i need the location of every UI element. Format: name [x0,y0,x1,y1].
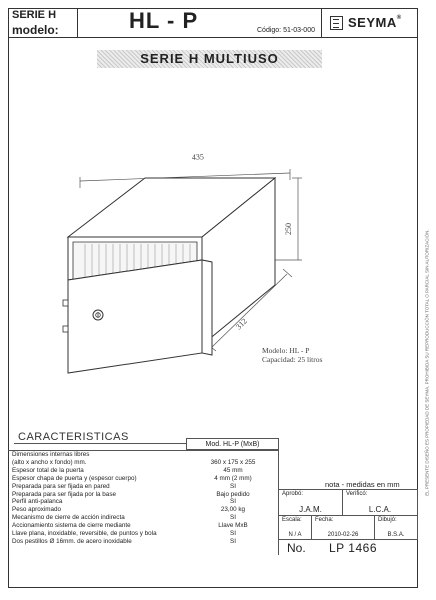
row-value: 4 mm (2 mm) [214,474,252,482]
drawn-cell [375,516,418,540]
table-row [12,475,277,483]
title-divider [14,443,186,444]
row-label: Preparada para ser fijada por la base [12,490,116,498]
row-label: Preparada para ser fijada en pared [12,482,110,490]
registered-mark: ® [396,15,402,21]
scale-value: N / A [288,532,302,538]
row-value: SI [230,514,236,522]
model-label: modelo: [12,23,59,37]
verified-value: L.C.A. [368,505,392,514]
dim-depth: 312 [234,316,249,332]
series-cell [8,8,78,38]
row-value: SI [230,537,236,545]
row-value: 23,00 kg [220,506,246,514]
series-banner [97,50,322,68]
approved-cell [279,490,343,516]
model-cell [78,8,321,38]
verified-label: Verificó: [346,491,368,497]
table-row [12,538,277,546]
safe-door [68,260,212,373]
row-label: Peso aproximado [12,506,62,514]
units-note: nota - medidas en mm [325,480,400,489]
row-label: Dimensiones internas libres [12,451,90,458]
number-label: No. [287,541,306,555]
banner-title: SERIE H MULTIUSO [140,51,279,66]
door-lock-icon [93,310,103,320]
date-cell [312,516,375,540]
series-label: SERIE H [12,9,57,21]
seyma-logo-icon [330,16,343,30]
row-label: Dos pestillos Ø 16mm. de acero inoxidable [12,537,132,545]
safe-drawing [40,140,380,380]
product-code: Código: 51-03-000 [257,27,315,34]
scale-cell [279,516,312,540]
date-value: 2010-02-26 [327,532,359,538]
scale-label: Escala: [282,517,302,523]
characteristics-title: CARACTERISTICAS [18,431,129,443]
row-label: Espesor chapa de puerta y (espesor cuerpo) [12,474,137,482]
caption-capacity: Capacidad: 25 litros [262,355,323,364]
row-value: SI [230,530,236,537]
drawing-caption [262,346,322,364]
side-legal-text [422,150,432,590]
drawing-number [279,539,418,557]
row-value: SI [230,498,236,506]
date-label: Fecha: [315,517,334,523]
row-value: Bajo pedido [216,490,250,498]
brand-logo [321,8,418,38]
drawn-value: B.S.A. [387,532,405,538]
row-value: 360 x 175 x 255 [210,458,256,466]
approved-value: J.A.M. [299,505,322,514]
row-label: Accionamiento sistema de cierre mediante [12,522,131,530]
table-row [12,522,277,530]
model-code: HL - P [129,8,199,33]
table-row [12,459,277,467]
bolt-pins [63,300,68,332]
row-label: (alto x ancho x fondo) mm. [12,458,87,466]
drawn-label: Dibujó: [378,517,397,523]
brand-text: SEYMA [348,15,397,30]
table-row [12,483,277,491]
side-legal-line: EL PRESENTE DISEÑO ES PROPIEDAD DE SEYMA. PROHIBIDA SU REPRODUCCIÓN TOTAL O PARCIAL SIN AUTORIZACIÓN. [424,229,430,496]
row-value: 45 mm [223,466,243,474]
row-value: Llave MxB [218,522,248,530]
row-label: Llave plana, inoxidable, reversible, de puntos y bola [12,530,157,537]
dim-height: 250 [284,223,293,235]
table-row [12,514,277,522]
row-label: Espesor total de la puerta [12,466,84,474]
table-row [12,506,277,514]
table-row [12,451,277,459]
column-header: Mod. HL-P (MxB) [186,438,279,450]
row-value: SI [230,482,236,490]
table-row [12,530,277,538]
table-row [12,498,277,506]
approved-label: Aprobó: [282,491,304,497]
row-label: Mecanismo de cierre de acción indirecta [12,514,125,522]
table-row [12,491,277,499]
table-row [12,467,277,475]
verified-cell [343,490,418,516]
brand-name [348,15,402,30]
row-label: Perfil anti-palanca [12,498,63,506]
dim-width: 435 [191,152,205,162]
number-value: LP 1466 [329,541,377,555]
caption-model: Modelo: HL - P [262,346,310,355]
